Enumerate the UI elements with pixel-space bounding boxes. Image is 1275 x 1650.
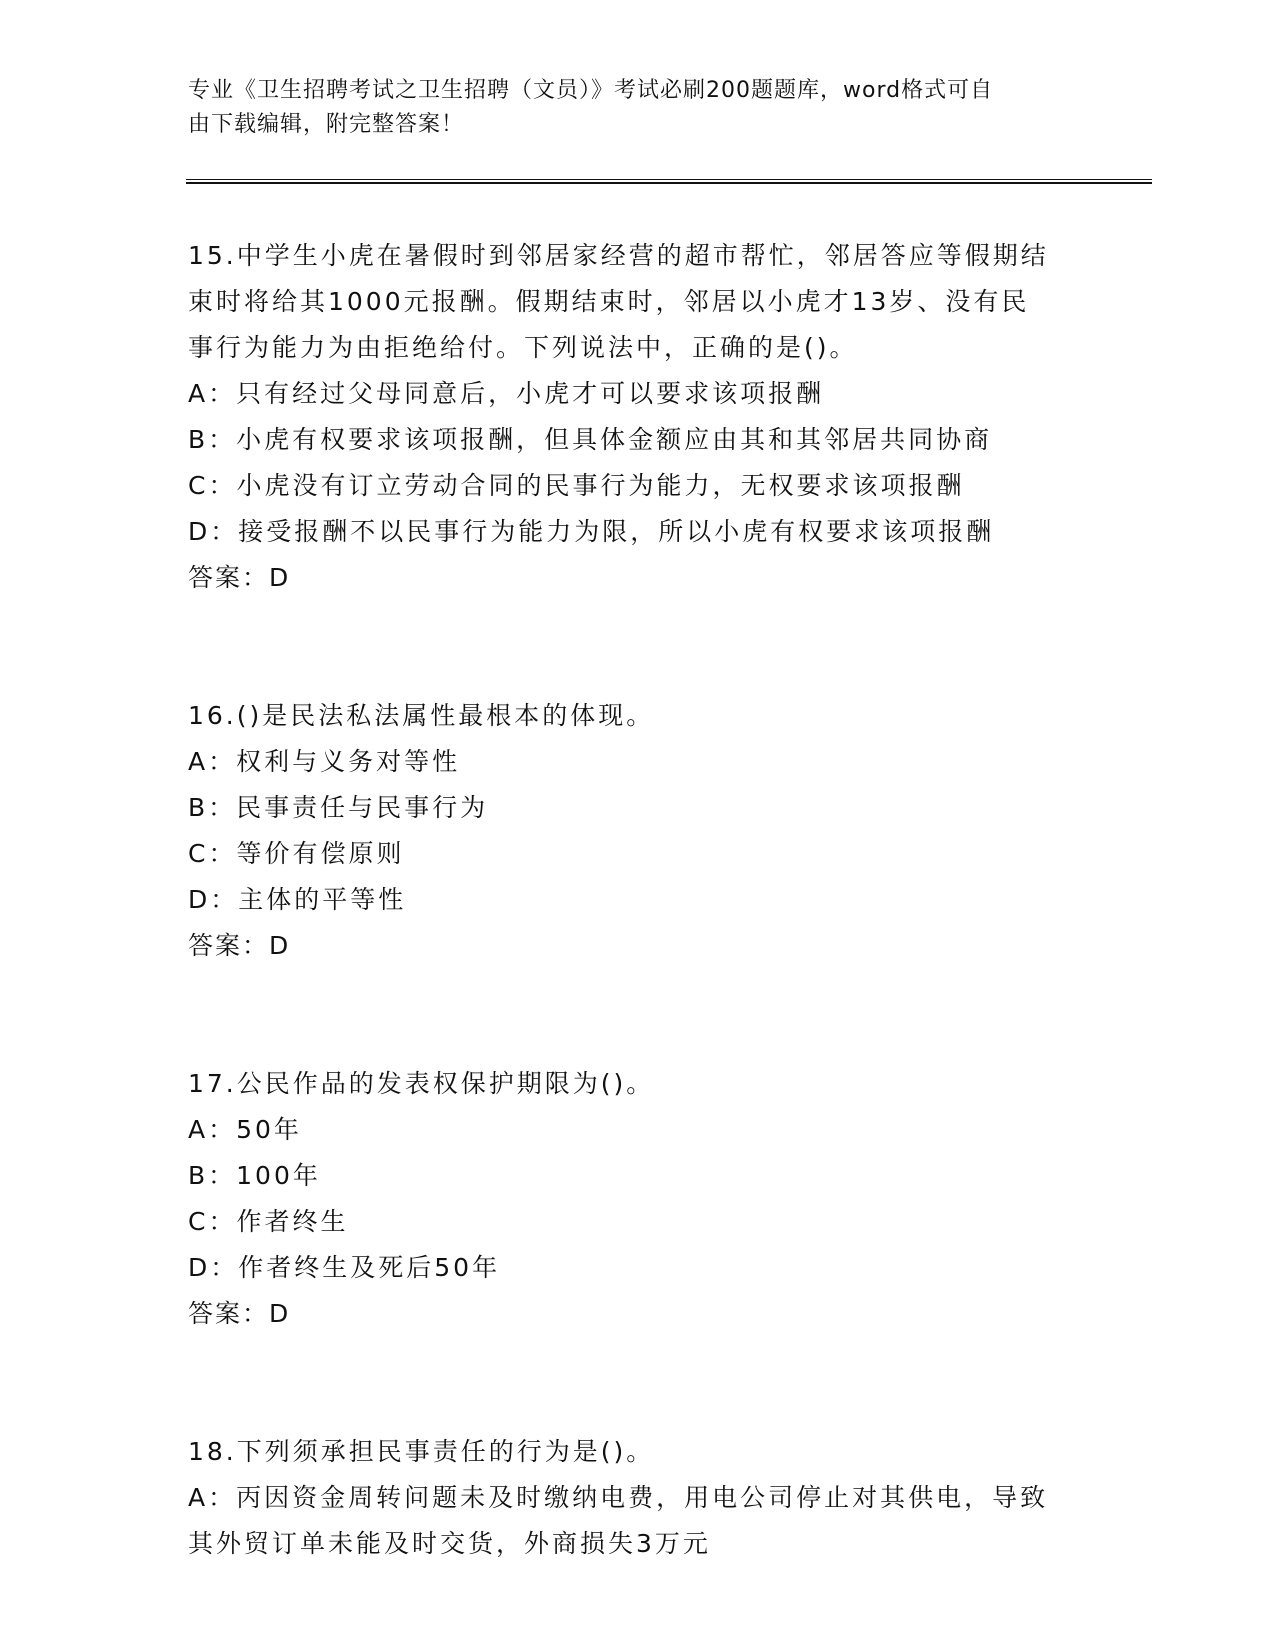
question-stem: 17.公民作品的发表权保护期限为()。 — [188, 1069, 655, 1098]
option-a: A：只有经过父母同意后，小虎才可以要求该项报酬 — [188, 379, 825, 408]
question-stem: 束时将给其1000元报酬。假期结束时，邻居以小虎才13岁、没有民 — [188, 287, 1030, 316]
option-a-continued: 其外贸订单未能及时交货，外商损失3万元 — [188, 1529, 711, 1558]
option-c: C：小虎没有订立劳动合同的民事行为能力，无权要求该项报酬 — [188, 471, 965, 500]
option-b: B：100年 — [188, 1161, 321, 1190]
question-18 — [188, 1429, 1088, 1567]
answer: 答案：D — [188, 563, 291, 592]
answer: 答案：D — [188, 931, 291, 960]
question-16 — [188, 693, 1088, 969]
question-17 — [188, 1061, 1088, 1337]
option-b: B：民事责任与民事行为 — [188, 793, 489, 822]
question-15 — [188, 233, 1088, 601]
option-a: A：50年 — [188, 1115, 302, 1144]
header-divider-thin — [186, 179, 1152, 180]
option-c: C：等价有偿原则 — [188, 839, 405, 868]
option-a: A：丙因资金周转问题未及时缴纳电费，用电公司停止对其供电，导致 — [188, 1483, 1049, 1512]
option-d: D：接受报酬不以民事行为能力为限，所以小虎有权要求该项报酬 — [188, 517, 995, 546]
question-stem: 18.下列须承担民事责任的行为是()。 — [188, 1437, 655, 1466]
header-line-1: 专业《卫生招聘考试之卫生招聘（文员）》考试必刷200题题库，word格式可自 — [188, 78, 994, 103]
option-b: B：小虎有权要求该项报酬，但具体金额应由其和其邻居共同协商 — [188, 425, 993, 454]
question-stem: 16.()是民法私法属性最根本的体现。 — [188, 701, 655, 730]
question-stem: 15.中学生小虎在暑假时到邻居家经营的超市帮忙，邻居答应等假期结 — [188, 241, 1049, 270]
question-stem: 事行为能力为由拒绝给付。下列说法中，正确的是()。 — [188, 333, 858, 362]
answer: 答案：D — [188, 1299, 291, 1328]
option-a: A：权利与义务对等性 — [188, 747, 461, 776]
header-divider-thick — [186, 182, 1152, 184]
option-d: D：作者终生及死后50年 — [188, 1253, 501, 1282]
option-c: C：作者终生 — [188, 1207, 349, 1236]
document-header — [188, 74, 1088, 142]
header-line-2: 由下载编辑，附完整答案！ — [188, 112, 465, 137]
question-list — [188, 233, 1088, 1567]
option-d: D：主体的平等性 — [188, 885, 407, 914]
